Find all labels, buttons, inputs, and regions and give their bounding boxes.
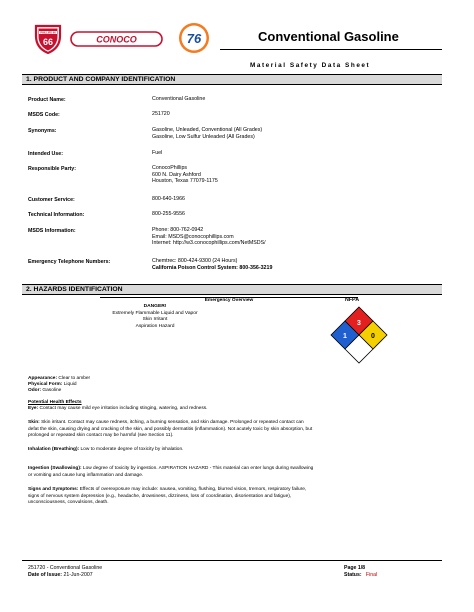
product-name-value: Conventional Gasoline bbox=[152, 96, 206, 102]
eye-effects: Eye: Contact may cause mild eye irritation including stinging, watering, and redness. bbox=[28, 406, 208, 411]
intended-use-value: Fuel bbox=[152, 150, 163, 156]
76-logo-text: 76 bbox=[186, 31, 202, 46]
nfpa-reactivity-value: 0 bbox=[371, 333, 375, 340]
msds-information-value: Phone: 800-762-0942 Email: MSDS@conocophillips.com Internet: http://w3.conocophillips.com/NetMSDS/ bbox=[152, 227, 266, 247]
msds-information-label: MSDS Information: bbox=[28, 228, 76, 234]
emergency-overview-heading: Emergency Overview bbox=[100, 297, 358, 304]
technical-information-label: Technical Information: bbox=[28, 212, 85, 218]
synonyms-value: Gasoline, Unleaded, Conventional (All Grades) Gasoline, Low Sulfur Unleaded (All Grades) bbox=[152, 127, 263, 140]
conoco-logo bbox=[70, 31, 163, 47]
inhalation-effects: Inhalation (Breathing): Low to moderate degree of toxicity by inhalation. bbox=[28, 447, 184, 452]
odor-line: Odor: Gasoline bbox=[28, 388, 62, 393]
physical-form-line: Physical Form: Liquid bbox=[28, 382, 77, 387]
emergency-telephone-label: Emergency Telephone Numbers: bbox=[28, 259, 111, 265]
msds-code-value: 251720 bbox=[152, 111, 170, 117]
appearance-line: Appearance: Clear to amber bbox=[28, 376, 91, 381]
phillips-66-logo bbox=[34, 22, 62, 54]
section-2-bottom-rule bbox=[22, 294, 442, 295]
emergency-telephone-value: Chemtrec: 800-424-9300 (24 Hours) California Poison Control System: 800-356-3219 bbox=[152, 258, 273, 271]
technical-information-value: 800-255-9556 bbox=[152, 211, 185, 217]
document-subtitle: Material Safety Data Sheet bbox=[250, 62, 371, 69]
nfpa-health-value: 1 bbox=[343, 333, 347, 340]
signs-and-symptoms: Signs and Symptoms: Effects of overexposure may include: nausea, vomiting, flushing, blurred vision, tremors, respiratory failure, signs of nervous system depression (e.g., headache, drowsiness, dizziness, loss of coordination, disorientation and fatigue), unconsciousness, convulsions, death. bbox=[28, 487, 307, 506]
footer-document-reference: 251720 - Conventional Gasoline bbox=[28, 565, 103, 571]
footer-page-number: Page 1/8 bbox=[344, 565, 366, 571]
potential-health-effects-heading: Potential Health Effects bbox=[28, 400, 82, 405]
customer-service-value: 800-640-1966 bbox=[152, 196, 185, 202]
intended-use-label: Intended Use: bbox=[28, 151, 64, 157]
customer-service-label: Customer Service: bbox=[28, 197, 75, 203]
nfpa-flammability-value: 3 bbox=[357, 320, 361, 327]
skin-effects: Skin: Skin irritant. Contact may cause redness, itching, a burning sensation, and skin damage. Prolonged or repeated contact can defat the skin, causing drying and cracking of the skin, and possibly dermatitis (inflammation). Not acutely toxic by skin absorption, but prolonged or repeated skin contact may be harmful (see Section 11). bbox=[28, 420, 313, 439]
synonyms-label: Synonyms: bbox=[28, 128, 57, 134]
document-title: Conventional Gasoline bbox=[258, 29, 399, 44]
responsible-party-value: ConocoPhillips 600 N. Dairy Ashford Houston, Texas 77079-1175 bbox=[152, 165, 218, 185]
footer-status: Status: Final bbox=[344, 572, 378, 578]
section-1-heading: 1. PRODUCT AND COMPANY IDENTIFICATION bbox=[22, 75, 442, 84]
msds-code-label: MSDS Code: bbox=[28, 112, 60, 118]
title-divider bbox=[220, 49, 442, 50]
status-final-badge: Final bbox=[365, 572, 378, 578]
svg-text:66: 66 bbox=[42, 37, 54, 47]
emergency-overview-text: DANGER! Extremely Flammable Liquid and Vapor Skin Irritant Aspiration Hazard bbox=[112, 304, 198, 329]
76-logo bbox=[178, 22, 210, 54]
nfpa-diamond bbox=[329, 305, 389, 365]
section-2-heading: 2. HAZARDS IDENTIFICATION bbox=[22, 285, 442, 294]
ingestion-effects: Ingestion (Swallowing): Low degree of toxicity by ingestion. ASPIRATION HAZARD - This material can enter lungs during swallowing or vomiting and cause lung inflammation and damage. bbox=[28, 466, 314, 478]
responsible-party-label: Responsible Party: bbox=[28, 166, 76, 172]
phillips-logo-word: PHILLIPS 66 bbox=[40, 31, 56, 35]
footer-rule bbox=[22, 560, 442, 561]
footer-issue-date: Date of Issue: 21-Jun-2007 bbox=[28, 572, 93, 578]
nfpa-label: NFPA bbox=[345, 297, 360, 303]
section-1-bottom-rule bbox=[22, 84, 442, 85]
product-name-label: Product Name: bbox=[28, 97, 66, 103]
conoco-logo-text: CONOCO bbox=[96, 34, 137, 45]
